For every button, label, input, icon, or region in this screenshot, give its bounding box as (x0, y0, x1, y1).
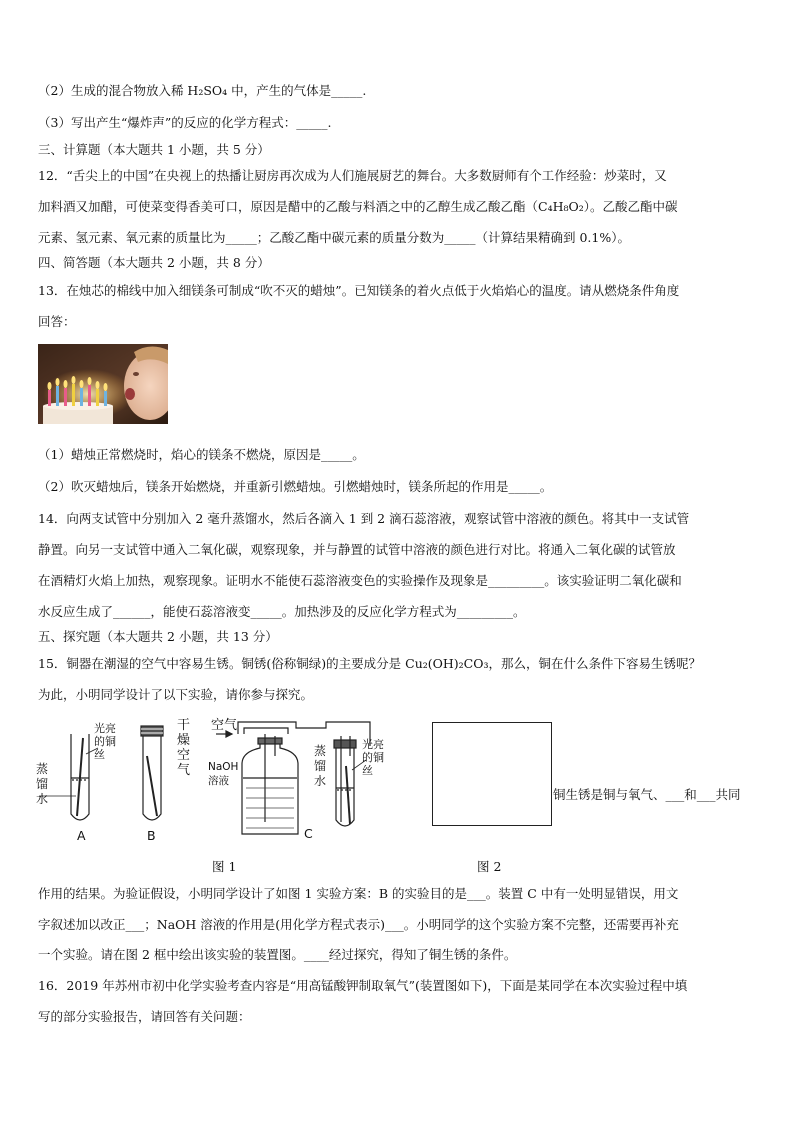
q15-line2: 为此，小明同学设计了以下实验，请你参与探究。 (38, 687, 314, 702)
tag-a: A (77, 828, 86, 843)
figure-2-frame (432, 722, 552, 826)
figure-1-caption: 图 1 (212, 859, 237, 874)
q13-sub1: （1）蜡烛正常燃烧时，焰心的镁条不燃烧，原因是_____。 (38, 447, 365, 462)
section-4-heading: 四、简答题（本大题共 2 小题，共 8 分） (38, 255, 270, 270)
figure-1-apparatus (36, 716, 416, 846)
figure-2-caption: 图 2 (477, 859, 502, 874)
candle-photo (38, 344, 168, 424)
label-bright-copper-c: 光亮的铜丝 (362, 738, 384, 777)
q14-line4: 水反应生成了______，能使石蕊溶液变_____。加热涉及的反应化学方程式为_________。 (38, 604, 526, 619)
q14-line1: 14．向两支试管中分别加入 2 毫升蒸馏水，然后各滴入 1 到 2 滴石蕊溶液，观察试管中溶液的颜色。将其中一支试管 (38, 511, 690, 526)
label-dry-air: 干燥空气 (177, 718, 191, 778)
q15-side-text: 铜生锈是铜与氧气、___和___共同 (553, 787, 741, 802)
q15-line4: 字叙述加以改正___；NaOH 溶液的作用是(用化学方程式表示)___。小明同学的这个实验方案不完整，还需要再补充 (38, 917, 679, 932)
label-bright-copper-a: 光亮的铜丝 (94, 722, 116, 761)
tube-b (141, 726, 163, 820)
q16-line1: 16．2019 年苏州市初中化学实验考查内容是“用高锰酸钾制取氧气”(装置图如下)，下面是某同学在本次实验过程中填 (38, 978, 688, 993)
q12-line2: 加料酒又加醋，可使菜变得香美可口，原因是醋中的乙酸与料酒之中的乙醇生成乙酸乙酯（C₄H₈O₂）。乙酸乙酯中碳 (38, 199, 678, 214)
q13-line2: 回答： (38, 314, 76, 329)
label-distilled-water-c: 蒸馏水 (314, 744, 327, 788)
tag-c: C (304, 826, 313, 841)
q11-part2: （2）生成的混合物放入稀 H₂SO₄ 中，产生的气体是_____. (38, 83, 367, 98)
q13-sub2: （2）吹灭蜡烛后，镁条开始燃烧，并重新引燃蜡烛。引燃蜡烛时，镁条所起的作用是_____。 (38, 479, 553, 494)
q12-line3: 元素、氢元素、氧元素的质量比为_____；乙酸乙酯中碳元素的质量分数为_____（计算结果精确到 0.1%）。 (38, 230, 630, 245)
q14-line3: 在酒精灯火焰上加热，观察现象。证明水不能使石蕊溶液变色的实验操作及现象是_________。该实验证明二氧化碳和 (38, 573, 682, 588)
q12-line1: 12．“舌尖上的中国”在央视上的热播让厨房再次成为人们施展厨艺的舞台。大多数厨师有个工作经验：炒菜时，又 (38, 168, 667, 183)
q11-part3: （3）写出产生“爆炸声”的反应的化学方程式：_____. (38, 115, 332, 130)
label-distilled-water-a: 蒸馏水 (36, 762, 49, 806)
q15-line1: 15．铜器在潮湿的空气中容易生锈。铜锈(俗称铜绿)的主要成分是 Cu₂(OH)₂CO₃，那么，铜在什么条件下容易生锈呢？ (38, 656, 701, 671)
label-air: 空气 (211, 718, 238, 733)
section-3-heading: 三、计算题（本大题共 1 小题，共 5 分） (38, 142, 270, 157)
q15-line5: 一个实验。请在图 2 框中绘出该实验的装置图。____经过探究，得知了铜生锈的条件。 (38, 947, 517, 962)
label-naoh-solution: NaOH溶液 (208, 761, 239, 787)
q13-line1: 13．在烛芯的棉线中加入细镁条可制成“吹不灭的蜡烛”。已知镁条的着火点低于火焰焰心的温度。请从燃烧条件角度 (38, 283, 680, 298)
tag-b: B (147, 828, 156, 843)
q16-line2: 写的部分实验报告，请回答有关问题： (38, 1009, 251, 1024)
q15-line3: 作用的结果。为验证假设，小明同学设计了如图 1 实验方案：B 的实验目的是___。装置 C 中有一处明显错误，用文 (38, 886, 679, 901)
q14-line2: 静置。向另一支试管中通入二氧化碳，观察现象，并与静置的试管中溶液的颜色进行对比。将通入二氧化碳的试管放 (38, 542, 676, 557)
section-5-heading: 五、探究题（本大题共 2 小题，共 13 分） (38, 629, 278, 644)
